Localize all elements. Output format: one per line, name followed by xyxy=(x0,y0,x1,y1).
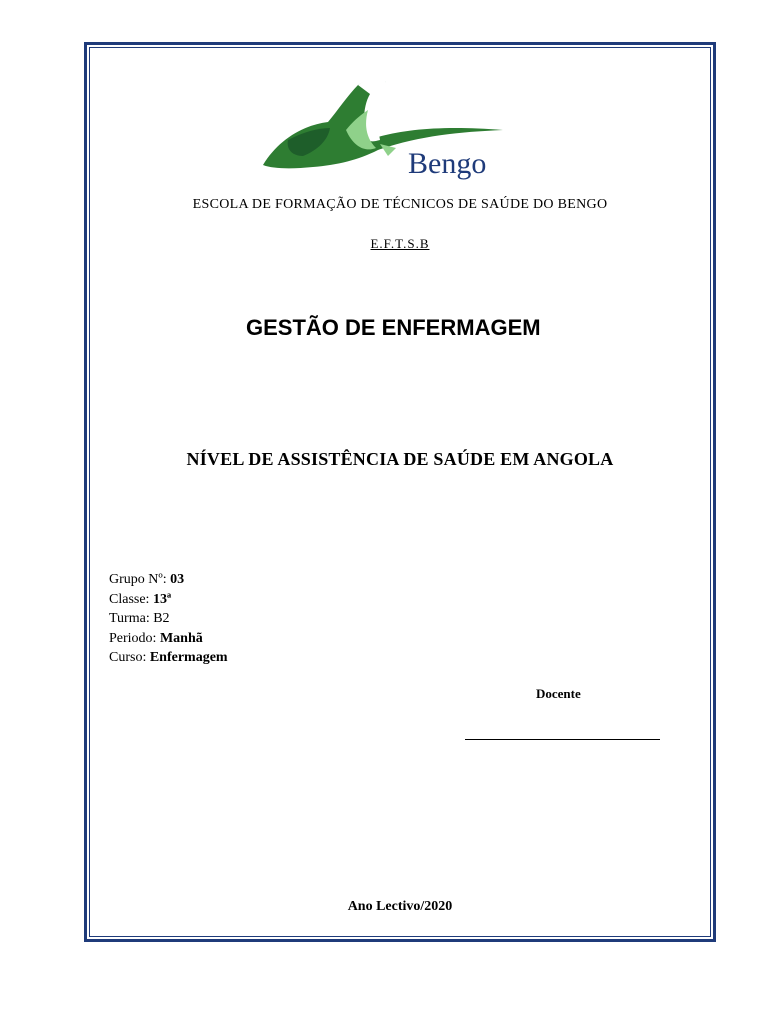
topic-title: NÍVEL DE ASSISTÊNCIA DE SAÚDE EM ANGOLA xyxy=(186,449,614,469)
info-row-turma: Turma: B2 xyxy=(109,611,170,627)
info-row-group: Grupo Nº: 03 xyxy=(109,572,185,587)
signature-line xyxy=(465,739,660,740)
school-abbreviation: E.F.T.S.B xyxy=(370,236,430,251)
subject-title: GESTÃO DE ENFERMAGEM xyxy=(246,315,541,340)
school-name: ESCOLA DE FORMAÇÃO DE TÉCNICOS DE SAÚDE DO BENGO xyxy=(192,197,608,212)
logo-text: Bengo xyxy=(408,147,487,180)
info-row-course: Curso: Enfermagem xyxy=(109,650,228,666)
academic-year: Ano Lectivo/2020 xyxy=(347,899,453,914)
student-info xyxy=(109,570,228,668)
info-row-period: Periodo: Manhã xyxy=(109,630,203,646)
info-row-class: Classe: 13ª xyxy=(109,591,172,607)
bengo-crocodile-logo xyxy=(258,70,518,190)
docente-label: Docente xyxy=(536,686,581,701)
